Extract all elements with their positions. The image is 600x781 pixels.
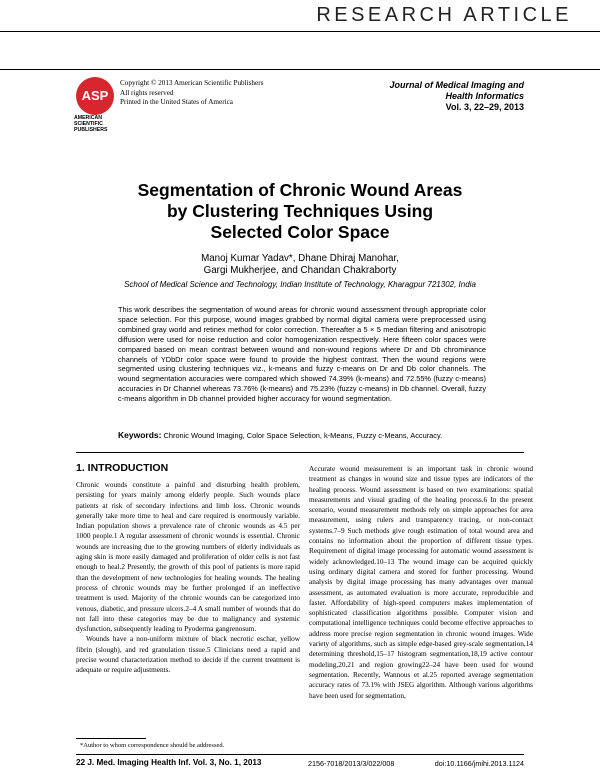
author-list: Manoj Kumar Yadav*, Dhane Dhiraj Manohar, Gargi Mukherjee, and Chandan Chakraborty	[201, 253, 399, 276]
paragraph: Wounds have a non-uniform mixture of black necrotic eschar, yellow fibrin (slough), and red granulation tissue.5 Clinicians need a rapid and precise wound characterization method to decide if the current treatment is adequate or require adjustments.	[76, 635, 300, 675]
paragraph: Chronic wounds constitute a painful and disturbing health problem, persisting for years mainly among elderly people. Such wounds place patients at risk of secondary infections and limb loss. Chronic wounds generally take more time to heal and care required is enormously variable. Indian population shows a prevalence rate of chronic wounds as 4.5 per 1000 people.1 A regular assessment of chronic wounds is essential. Chronic wounds are increasing due to the growing numbers of elderly individuals as aging skin is more easily damaged and proliferation of older cells is not fast enough to heal.2 Presently, the growth of this pool of patients is more rapid than the development of new technologies for healing wounds. The healing process of chronic wounds may be further prolonged if an ineffective treatment is used. Majority of the chronic wounds can be categorized into venous, diabetic, and pressure ulcers.2–4 A small number of wounds that do not fall into these categories may be due to malignancy and systemic dysfunction, subsequently leading to Pyoderma gangrenosum.	[76, 481, 300, 634]
journal-name: Journal of Medical Imaging and	[389, 80, 524, 90]
article-type-banner: RESEARCH ARTICLE	[316, 4, 572, 26]
logo-publisher-name: AMERICAN SCIENTIFIC PUBLISHERS	[74, 115, 108, 133]
journal-info: Journal of Medical Imaging and Health Informatics Vol. 3, 22–29, 2013	[389, 80, 524, 112]
copyright-notice: Copyright © 2013 American Scientific Publishers All rights reserved Printed in the United States of America	[120, 79, 264, 106]
logo-mark: ASP	[81, 88, 109, 103]
footnote: *Author to whom correspondence should be addressed.	[80, 742, 225, 749]
keywords-text: Chronic Wound Imaging, Color Space Selection, k-Means, Fuzzy c-Means, Accuracy.	[163, 431, 443, 440]
affiliation: School of Medical Science and Technology, Indian Institute of Technology, Kharagpur 721302, India	[124, 280, 476, 289]
keywords	[118, 430, 486, 440]
paper-title: Segmentation of Chronic Wound Areas by Clustering Techniques Using Selected Color Space	[137, 180, 463, 242]
journal-volume: Vol. 3, 22–29, 2013	[445, 102, 524, 112]
footer-issn: 2156-7018/2013/3/022/008	[308, 759, 395, 768]
banner-top-rule	[0, 31, 600, 32]
keywords-label: Keywords:	[118, 430, 162, 440]
left-column	[76, 480, 300, 676]
footer-doi: doi:10.1166/jmihi.2013.1124	[434, 759, 524, 768]
publisher-logo	[76, 77, 116, 137]
abstract: This work describes the segmentation of wound areas for chronic wound assessment through appropriate color space selection. For this purpose, wound images grabbed by normal digital camera were preprocessed using combined gray world and retinex method for color correction. Thereafter a 5 × 5 median filtering and anisotropic diffusion were used for noise reduction and color homogenization respectively. Here fifteen color spaces were compared based on mean contrast between wound and non-wound regions where Dr and Db chrominance channels of YDbDr color space were found to provide the highest contrast. Then the wound regions were segmented using clustering techniques viz., k-means and fuzzy c-means on Dr and Db color channels. The wound segmentation accuracies were compared which showed 74.39% (k-means) and 72.55% (fuzzy c-means) accuracies in Dr Channel whereas 73.76% (k-means) and 75.23% (fuzzy c-means) in Db channel. Overall, fuzzy c-means algorithm in Db channel provided higher accuracy for wound segmentation.	[118, 305, 486, 404]
section-heading: 1. INTRODUCTION	[76, 462, 169, 474]
paragraph: Accurate wound measurement is an important task in chronic wound treatment as changes in wound size and tissue types are indicators of the healing process. Wound assessment is based on two examinations: spatial measurements and visual grading of the healing process.6 In the present scenario, wound measurement methods rely on simple approaches for area measurement, using rulers and transparency tracing, or non-contact systems.7–9 Such methods give rough estimation of total wound area and contains no information about the proportion of different tissue types. Requirement of digital image processing for automatic wound assessment is widely acknowledged.10–13 The wound image can be acquired quickly using ordinary digital camera and stored for further processing. Wound analysis by digital image processing has many advantages over manual assessment, as automated evaluation is more accurate, reproducible and faster. Affordability of high-speed computers makes implementation of sophisticated classification algorithms possible. Computer vision and computational intelligence techniques could become effective approaches to address more precise region segmentation in chronic wound images. Wide variety of algorithms, such as simple edge-based grey-scale segmentation,14 determining threshold,15–17 histogram segmentation,18,19 active contour modeling,20,21 and region growing22–24 have been used for wound segmentation. Recently, Wannous et al.25 reported average segmentation accuracy rates of 73.1% with JSEG algorithm. Although various algorithms have been used for segmentation,	[309, 465, 533, 700]
banner-bottom-rule	[0, 69, 600, 70]
footer-rule	[76, 754, 524, 755]
section-divider	[76, 452, 524, 453]
right-column	[309, 464, 533, 701]
footer-citation: 22 J. Med. Imaging Health Inf. Vol. 3, No. 1, 2013	[76, 758, 262, 767]
footnote-rule	[76, 738, 146, 739]
